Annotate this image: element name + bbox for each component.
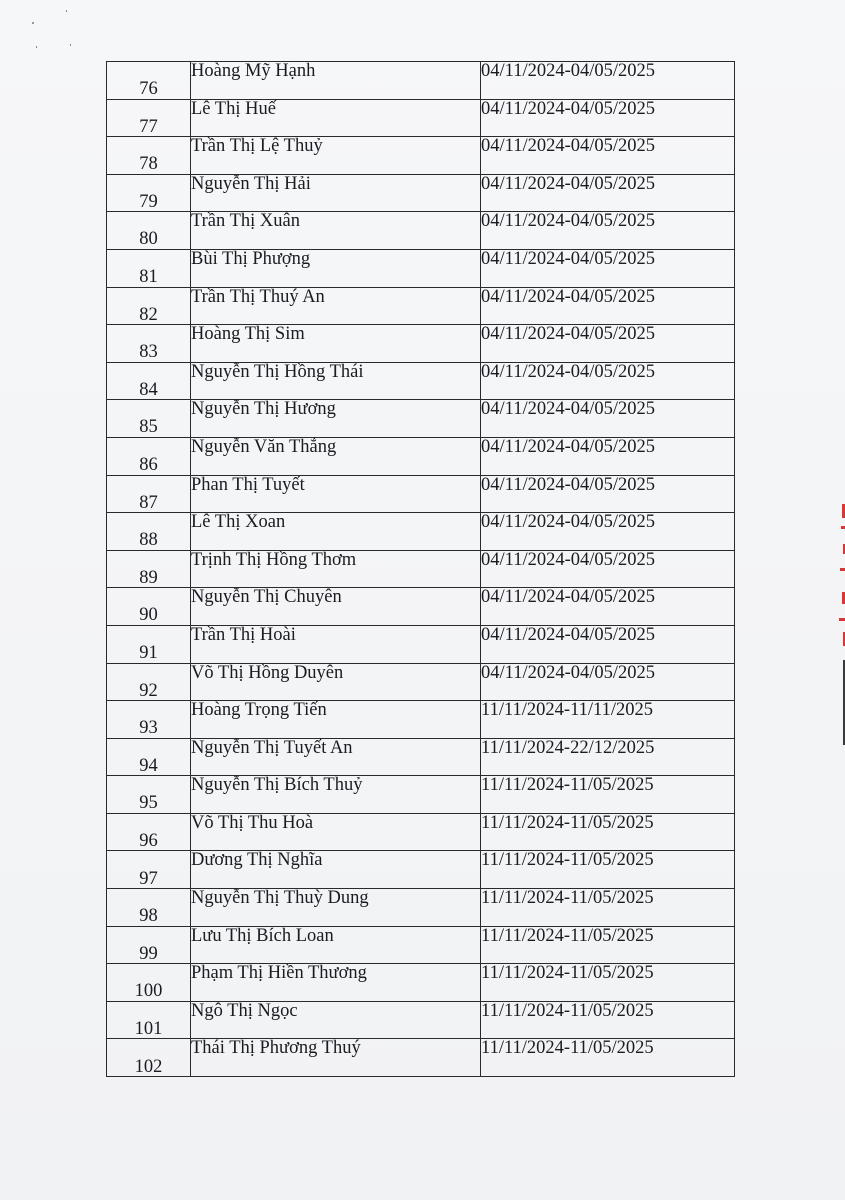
person-name: Võ Thị Hồng Duyên [191,663,481,701]
person-name: Trịnh Thị Hồng Thơm [191,550,481,588]
contract-period: 11/11/2024-11/11/2025 [481,701,735,739]
contract-period: 11/11/2024-11/05/2025 [481,926,735,964]
person-name: Trần Thị Thuý An [191,287,481,325]
row-number: 83 [107,325,191,363]
contract-period: 04/11/2024-04/05/2025 [481,287,735,325]
scan-speck [70,44,71,46]
table-row [107,851,735,889]
table-row [107,926,735,964]
scan-speck [36,46,37,48]
person-name: Trần Thị Xuân [191,212,481,250]
person-name: Nguyễn Thị Tuyết An [191,738,481,776]
row-number: 76 [107,62,191,100]
table-row [107,212,735,250]
red-stamp-fragment [837,500,845,650]
row-number: 94 [107,738,191,776]
contract-period: 11/11/2024-11/05/2025 [481,964,735,1002]
table-row [107,813,735,851]
table-row [107,550,735,588]
table-row [107,475,735,513]
table-row [107,1039,735,1077]
row-number: 92 [107,663,191,701]
contract-period: 04/11/2024-04/05/2025 [481,513,735,551]
contract-period: 11/11/2024-11/05/2025 [481,889,735,927]
contract-period: 11/11/2024-11/05/2025 [481,851,735,889]
scan-speck [32,22,34,24]
contract-period: 04/11/2024-04/05/2025 [481,588,735,626]
table-row [107,889,735,927]
row-number: 93 [107,701,191,739]
row-number: 99 [107,926,191,964]
staff-table-body [107,62,735,1077]
row-number: 87 [107,475,191,513]
table-row [107,400,735,438]
table-row [107,513,735,551]
row-number: 95 [107,776,191,814]
contract-period: 04/11/2024-04/05/2025 [481,550,735,588]
row-number: 77 [107,99,191,137]
contract-period: 04/11/2024-04/05/2025 [481,437,735,475]
row-number: 81 [107,249,191,287]
person-name: Phạm Thị Hiền Thương [191,964,481,1002]
contract-period: 11/11/2024-11/05/2025 [481,813,735,851]
person-name: Nguyễn Thị Chuyên [191,588,481,626]
table-row [107,137,735,175]
table-row [107,437,735,475]
contract-period: 04/11/2024-04/05/2025 [481,663,735,701]
table-row [107,701,735,739]
person-name: Trần Thị Hoài [191,625,481,663]
person-name: Lê Thị Xoan [191,513,481,551]
row-number: 91 [107,625,191,663]
table-row [107,99,735,137]
contract-period: 11/11/2024-11/05/2025 [481,776,735,814]
contract-period: 04/11/2024-04/05/2025 [481,137,735,175]
row-number: 84 [107,362,191,400]
row-number: 82 [107,287,191,325]
row-number: 86 [107,437,191,475]
row-number: 102 [107,1039,191,1077]
person-name: Lê Thị Huế [191,99,481,137]
table-row [107,625,735,663]
person-name: Hoàng Trọng Tiến [191,701,481,739]
table-row [107,588,735,626]
table-row [107,287,735,325]
table-row [107,964,735,1002]
contract-period: 04/11/2024-04/05/2025 [481,362,735,400]
person-name: Nguyễn Thị Hồng Thái [191,362,481,400]
table-row [107,62,735,100]
person-name: Hoàng Thị Sim [191,325,481,363]
contract-period: 04/11/2024-04/05/2025 [481,475,735,513]
person-name: Hoàng Mỹ Hạnh [191,62,481,100]
row-number: 90 [107,588,191,626]
person-name: Nguyễn Thị Bích Thuỷ [191,776,481,814]
contract-period: 04/11/2024-04/05/2025 [481,62,735,100]
table-row [107,174,735,212]
contract-period: 04/11/2024-04/05/2025 [481,325,735,363]
person-name: Bùi Thị Phượng [191,249,481,287]
person-name: Lưu Thị Bích Loan [191,926,481,964]
scan-speck [66,10,67,12]
person-name: Dương Thị Nghĩa [191,851,481,889]
staff-table [106,61,735,1077]
person-name: Nguyễn Thị Hải [191,174,481,212]
table-row [107,738,735,776]
table-row [107,1001,735,1039]
person-name: Phan Thị Tuyết [191,475,481,513]
table-row [107,249,735,287]
row-number: 100 [107,964,191,1002]
person-name: Nguyễn Văn Thắng [191,437,481,475]
table-row [107,325,735,363]
contract-period: 04/11/2024-04/05/2025 [481,625,735,663]
row-number: 88 [107,513,191,551]
table-row [107,362,735,400]
contract-period: 11/11/2024-11/05/2025 [481,1001,735,1039]
contract-period: 04/11/2024-04/05/2025 [481,99,735,137]
person-name: Nguyễn Thị Hương [191,400,481,438]
row-number: 98 [107,889,191,927]
row-number: 78 [107,137,191,175]
row-number: 97 [107,851,191,889]
row-number: 101 [107,1001,191,1039]
person-name: Nguyễn Thị Thuỳ Dung [191,889,481,927]
contract-period: 04/11/2024-04/05/2025 [481,249,735,287]
table-row [107,776,735,814]
row-number: 89 [107,550,191,588]
row-number: 96 [107,813,191,851]
contract-period: 04/11/2024-04/05/2025 [481,212,735,250]
contract-period: 11/11/2024-11/05/2025 [481,1039,735,1077]
contract-period: 04/11/2024-04/05/2025 [481,400,735,438]
row-number: 79 [107,174,191,212]
person-name: Thái Thị Phương Thuý [191,1039,481,1077]
person-name: Trần Thị Lệ Thuỷ [191,137,481,175]
contract-period: 11/11/2024-22/12/2025 [481,738,735,776]
row-number: 80 [107,212,191,250]
table-row [107,663,735,701]
person-name: Ngô Thị Ngọc [191,1001,481,1039]
row-number: 85 [107,400,191,438]
contract-period: 04/11/2024-04/05/2025 [481,174,735,212]
person-name: Võ Thị Thu Hoà [191,813,481,851]
